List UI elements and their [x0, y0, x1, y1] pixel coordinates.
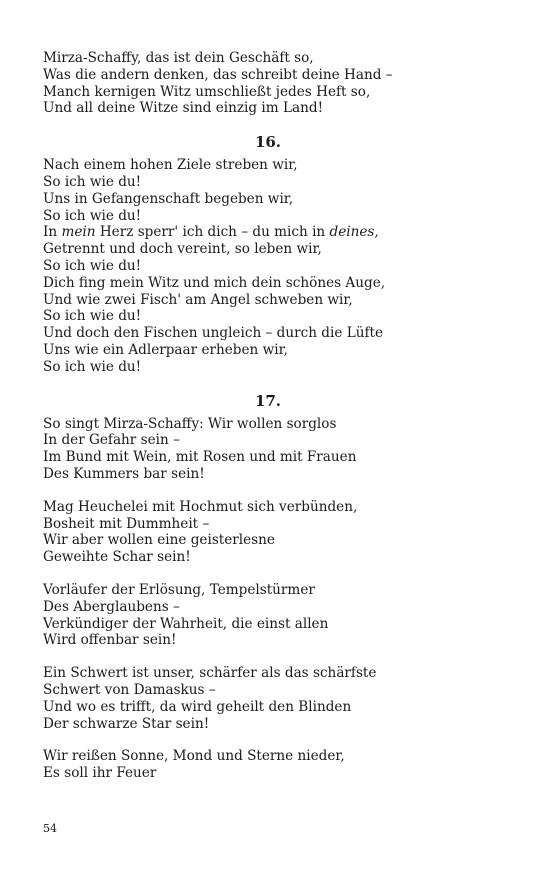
page-body	[43, 50, 493, 782]
verse-line: So ich wie du!	[43, 358, 142, 375]
verse-text: In	[43, 224, 62, 241]
verse-line: Verkündiger der Wahrheit, die einst allen	[43, 615, 329, 632]
verse-line: So ich wie du!	[43, 308, 142, 325]
verse-line: Schwert von Damaskus –	[43, 681, 216, 698]
poem-17-number: 17.	[254, 391, 282, 410]
emphasis-mein: mein	[61, 224, 96, 241]
verse-line: Und wo es trifft, da wird geheilt den Blinden	[43, 698, 352, 715]
verse-line: Wir aber wollen eine geisterlesne	[43, 532, 275, 549]
verse-line: Wird offenbar sein!	[43, 632, 177, 649]
poem-17-stanza-3	[43, 582, 493, 649]
verse-line: So ich wie du!	[43, 173, 142, 190]
verse-line: Mag Heuchelei mit Hochmut sich verbünden,	[43, 498, 358, 515]
verse-line: So ich wie du!	[43, 257, 142, 274]
poem-16-number: 16.	[254, 133, 282, 152]
poem-17-stanza-1	[43, 416, 493, 483]
page-number: 54	[43, 822, 57, 835]
verse-line: In der Gefahr sein –	[43, 432, 180, 449]
verse-line: Bosheit mit Dummheit –	[43, 515, 210, 532]
verse-line: Uns wie ein Adlerpaar erheben wir,	[43, 341, 288, 358]
verse-line: Uns in Gefangenschaft begeben wir,	[43, 190, 294, 207]
verse-line: Dich fing mein Witz und mich dein schönes Auge,	[43, 274, 386, 291]
poem-17-stanza-5	[43, 748, 493, 782]
verse-line: Wir reißen Sonne, Mond und Sterne nieder,	[43, 748, 345, 765]
verse-line: So singt Mirza-Schaffy: Wir wollen sorglos	[43, 415, 337, 432]
verse-line: Und doch den Fischen ungleich – durch die Lüfte	[43, 325, 384, 342]
verse-line: Geweihte Schar sein!	[43, 549, 191, 566]
verse-line: Vorläufer der Erlösung, Tempelstürmer	[43, 581, 315, 598]
verse-line: Getrennt und doch vereint, so leben wir,	[43, 241, 322, 258]
poem-16-stanza	[43, 157, 493, 375]
verse-line: Was die andern denken, das schreibt deine Hand –	[43, 66, 393, 83]
poem-17-stanza-2	[43, 499, 493, 566]
verse-text: Herz sperr' ich dich – du mich in	[95, 224, 330, 241]
emphasis-deines: deines,	[329, 224, 379, 241]
verse-line: Des Kummers bar sein!	[43, 465, 205, 482]
verse-line: Nach einem hohen Ziele streben wir,	[43, 157, 298, 174]
verse-line: Und wie zwei Fisch' am Angel schweben wir,	[43, 291, 353, 308]
verse-line: Es soll ihr Feuer	[43, 765, 157, 782]
verse-line: So ich wie du!	[43, 207, 142, 224]
verse-line: Im Bund mit Wein, mit Rosen und mit Frauen	[43, 449, 357, 466]
verse-line: Der schwarze Star sein!	[43, 715, 210, 732]
verse-line: Mirza-Schaffy, das ist dein Geschäft so,	[43, 50, 314, 66]
verse-line: Des Aberglaubens –	[43, 598, 180, 615]
verse-line: Ein Schwert ist unser, schärfer als das schärfste	[43, 665, 377, 682]
verse-line: Manch kernigen Witz umschließt jedes Heft so,	[43, 83, 371, 100]
poem-15-stanza	[43, 50, 493, 117]
verse-line: Und all deine Witze sind einzig im Land!	[43, 100, 324, 117]
poem-17-stanza-4	[43, 665, 493, 732]
verse-line-with-emphasis	[43, 224, 493, 241]
